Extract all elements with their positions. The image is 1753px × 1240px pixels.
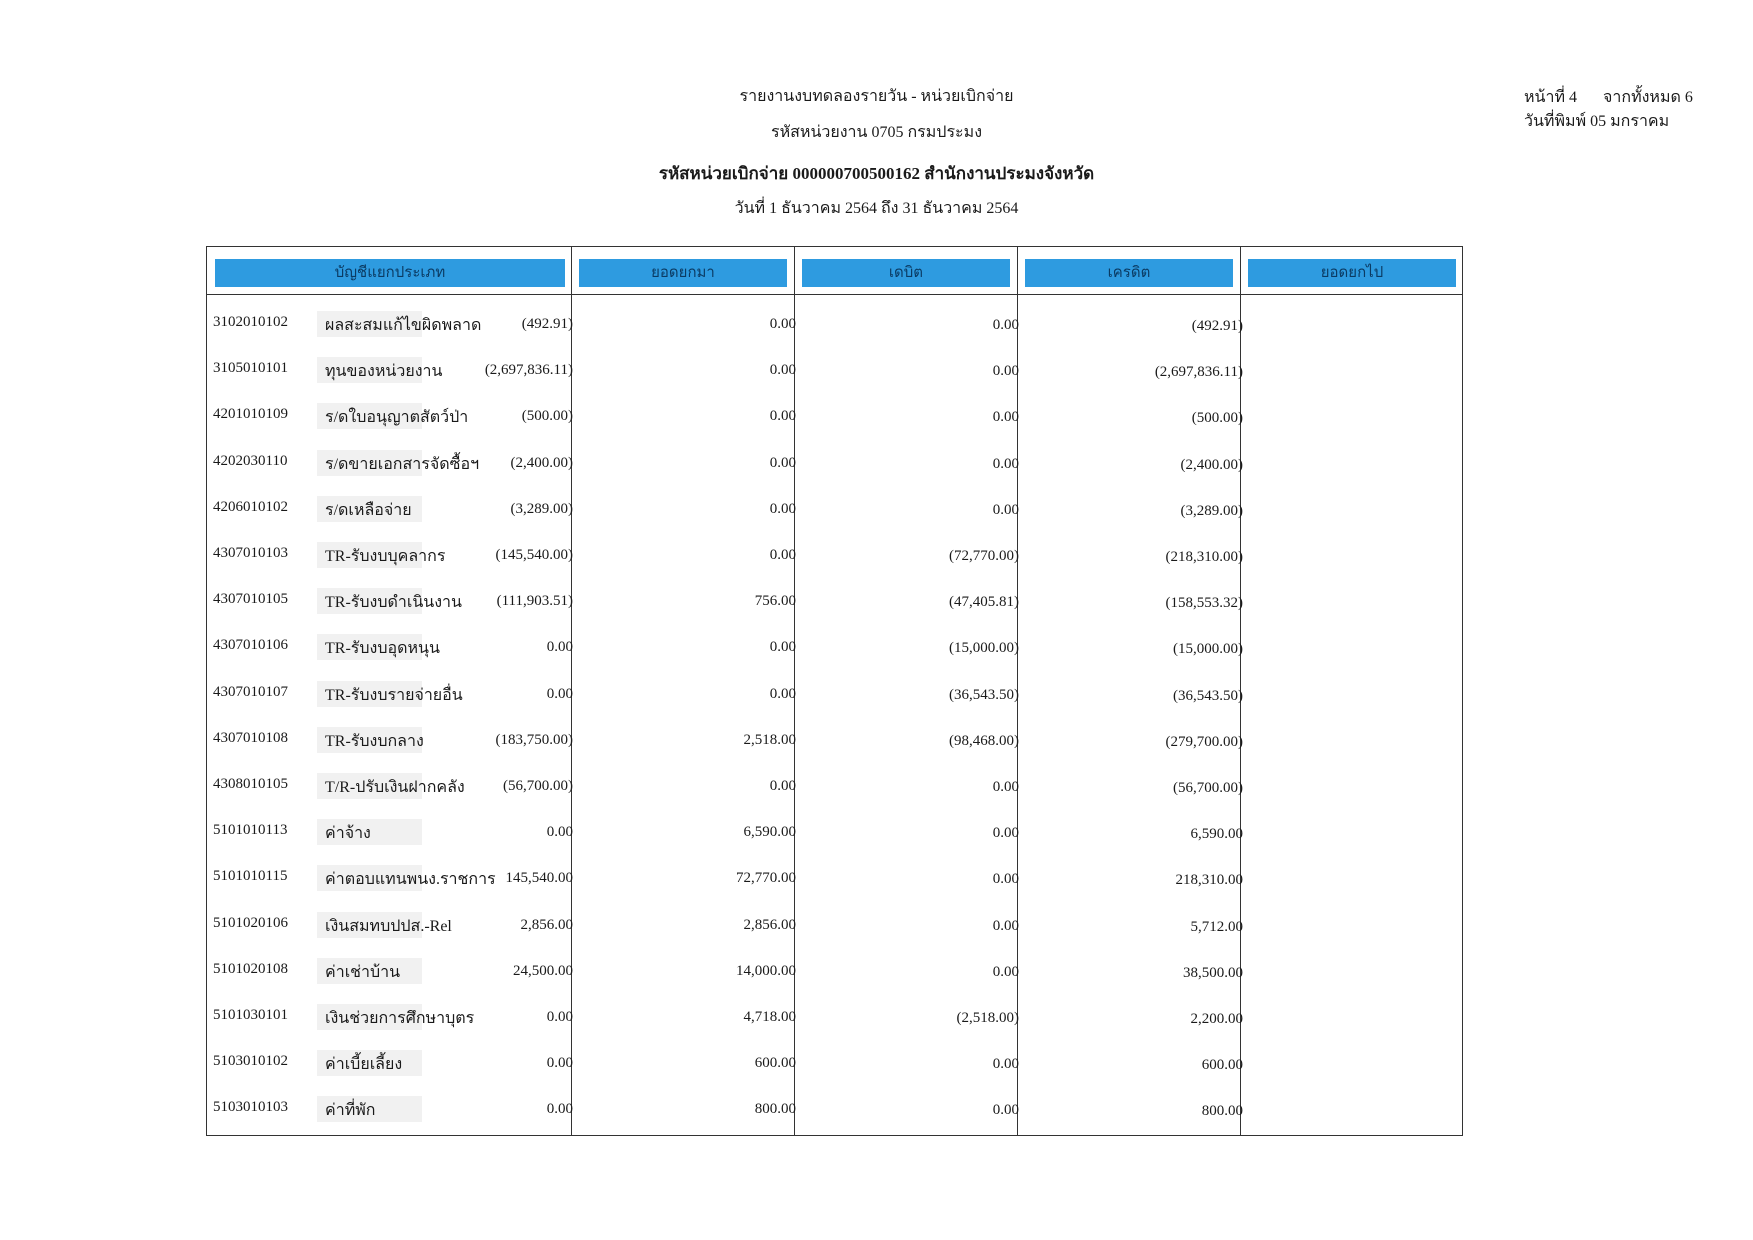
debit-amount: 14,000.00 <box>736 962 796 979</box>
debit-amount: 756.00 <box>754 593 796 610</box>
account-name: TR-รับงบบุคลากร <box>325 548 446 565</box>
brought-forward-amount: 0.00 <box>546 1009 573 1025</box>
brought-forward-amount: (56,700.00) <box>503 778 573 794</box>
account-name: ค่าจ้าง <box>325 825 371 843</box>
account-name: ค่าเช่าบ้าน <box>325 963 401 981</box>
carried-forward-amount: (218,310.00) <box>1165 549 1243 565</box>
credit-amount: 0.00 <box>992 317 1019 333</box>
debit-amount: 72,770.00 <box>736 870 796 887</box>
account-code: 5103010103 <box>213 1099 288 1116</box>
table-row <box>207 394 1462 440</box>
table-row <box>207 949 1462 995</box>
brought-forward-amount: (3,289.00) <box>510 500 573 517</box>
credit-amount: (98,468.00) <box>949 732 1019 749</box>
column-header-brought-forward: ยอดยกมา <box>579 259 787 287</box>
debit-amount: 0.00 <box>769 685 796 702</box>
page-label: หน้าที่ <box>1524 89 1566 106</box>
account-code: 4307010108 <box>213 729 288 746</box>
table-row <box>207 302 1462 348</box>
table-row <box>207 856 1462 902</box>
account-name: ทุนของหน่วยงาน <box>325 363 443 381</box>
debit-amount: 0.00 <box>769 316 796 332</box>
account-code: 4206010102 <box>213 498 288 515</box>
debit-amount: 4,718.00 <box>743 1009 796 1025</box>
debit-amount: 800.00 <box>754 1101 796 1118</box>
report-title: รายงานงบทดลองรายวัน - หน่วยเบิกจ่าย <box>739 88 1014 105</box>
account-name: TR-รับงบรายจ่ายอื่น <box>325 686 463 704</box>
debit-amount: 6,590.00 <box>743 824 796 841</box>
page-number: 4 <box>1569 89 1578 106</box>
debit-amount: 0.00 <box>769 408 796 425</box>
carried-forward-amount: (3,289.00) <box>1180 502 1243 519</box>
carried-forward-amount: (56,700.00) <box>1173 780 1243 796</box>
debit-amount: 2,856.00 <box>743 916 796 933</box>
debit-amount: 0.00 <box>769 454 796 471</box>
brought-forward-amount: 0.00 <box>546 1055 573 1072</box>
carried-forward-amount: 218,310.00 <box>1175 872 1243 889</box>
table-row <box>207 718 1462 764</box>
table-row <box>207 995 1462 1041</box>
account-code: 3102010102 <box>213 314 288 330</box>
account-name: ค่าเบี้ยเลี้ยง <box>325 1056 403 1074</box>
debit-amount: 0.00 <box>769 547 796 563</box>
carried-forward-amount: 600.00 <box>1201 1057 1243 1074</box>
table-row <box>207 441 1462 487</box>
account-code: 5103010102 <box>213 1053 288 1070</box>
carried-forward-amount: (279,700.00) <box>1165 733 1243 750</box>
credit-amount: 0.00 <box>992 871 1019 888</box>
credit-amount: 0.00 <box>992 409 1019 426</box>
account-code: 4201010109 <box>213 406 288 423</box>
carried-forward-amount: (2,697,836.11) <box>1154 364 1243 381</box>
account-code: 5101020108 <box>213 960 288 977</box>
credit-amount: 0.00 <box>992 1056 1019 1073</box>
table-row <box>207 625 1462 671</box>
table-row <box>207 764 1462 810</box>
carried-forward-amount: 800.00 <box>1201 1103 1243 1120</box>
brought-forward-amount: (2,697,836.11) <box>484 362 573 379</box>
brought-forward-amount: (145,540.00) <box>495 547 573 563</box>
account-name: ค่าตอบแทนพนง.ราชการ <box>325 871 496 889</box>
account-code: 5101020106 <box>213 914 288 931</box>
account-code: 5101010115 <box>213 868 288 885</box>
carried-forward-amount: 5,712.00 <box>1190 918 1243 935</box>
credit-amount: 0.00 <box>992 455 1019 472</box>
credit-amount: 0.00 <box>992 363 1019 380</box>
brought-forward-amount: (492.91) <box>521 316 573 332</box>
credit-amount: 0.00 <box>992 825 1019 842</box>
account-name: TR-รับงบกลาง <box>325 732 424 750</box>
header-divider <box>207 294 1462 295</box>
debit-amount: 0.00 <box>769 639 796 656</box>
account-name: ผลสะสมแก้ไขผิดพลาด <box>325 317 482 334</box>
carried-forward-amount: (500.00) <box>1191 410 1243 427</box>
column-header-debit: เดบิต <box>802 259 1010 287</box>
debit-amount: 0.00 <box>769 778 796 794</box>
print-date-line <box>1524 110 1693 134</box>
brought-forward-amount: 24,500.00 <box>513 962 573 979</box>
credit-amount: 0.00 <box>992 917 1019 934</box>
column-header-carried-forward: ยอดยกไป <box>1248 259 1456 287</box>
credit-amount: 0.00 <box>992 779 1019 795</box>
carried-forward-amount: (36,543.50) <box>1173 687 1243 704</box>
account-code: 4307010106 <box>213 637 288 654</box>
agency-code: รหัสหน่วยงาน 0705 กรมประมง <box>770 124 982 141</box>
account-name: เงินช่วยการศึกษาบุตร <box>325 1010 475 1027</box>
brought-forward-amount: 145,540.00 <box>505 870 573 887</box>
carried-forward-amount: 38,500.00 <box>1183 964 1243 981</box>
page-info <box>1524 86 1693 134</box>
account-code: 4308010105 <box>213 776 288 792</box>
table-row <box>207 533 1462 579</box>
account-name: TR-รับงบอุดหนุน <box>325 640 440 658</box>
brought-forward-amount: (500.00) <box>521 408 573 425</box>
column-header-credit: เครดิต <box>1025 259 1233 287</box>
table-row <box>207 903 1462 949</box>
account-name: ค่าที่พัก <box>325 1102 376 1120</box>
print-date: 05 มกราคม <box>1590 113 1670 130</box>
debit-amount: 2,518.00 <box>743 731 796 748</box>
brought-forward-amount: (183,750.00) <box>495 731 573 748</box>
carried-forward-amount: 2,200.00 <box>1190 1011 1243 1027</box>
disbursing-unit-code: รหัสหน่วยเบิกจ่าย 000000700500162 สำนักงานประมงจังหวัด <box>658 164 1095 183</box>
brought-forward-amount: (2,400.00) <box>510 454 573 471</box>
account-code: 4202030110 <box>213 452 288 469</box>
brought-forward-amount: 0.00 <box>546 824 573 841</box>
account-name: T/R-ปรับเงินฝากคลัง <box>325 779 465 796</box>
print-date-label: วันที่พิมพ์ <box>1524 113 1587 130</box>
debit-amount: 600.00 <box>754 1055 796 1072</box>
total-pages-label: จากทั้งหมด <box>1603 89 1681 106</box>
credit-amount: 0.00 <box>992 501 1019 518</box>
account-name: ร/ดใบอนุญาตสัตว์ป่า <box>325 409 469 427</box>
table-row <box>207 1041 1462 1087</box>
account-code: 4307010107 <box>213 683 288 700</box>
table-row <box>207 348 1462 394</box>
credit-amount: (2,518.00) <box>956 1010 1019 1026</box>
brought-forward-amount: 0.00 <box>546 639 573 656</box>
carried-forward-amount: (15,000.00) <box>1173 641 1243 658</box>
credit-amount: (15,000.00) <box>949 640 1019 657</box>
account-name: ร/ดขายเอกสารจัดซื้อฯ <box>325 455 480 473</box>
page-number-line <box>1524 86 1693 110</box>
carried-forward-amount: (158,553.32) <box>1165 595 1243 612</box>
date-range: วันที่ 1 ธันวาคม 2564 ถึง 31 ธันวาคม 2564 <box>734 200 1019 217</box>
brought-forward-amount: 0.00 <box>546 685 573 702</box>
brought-forward-amount: 2,856.00 <box>520 916 573 933</box>
credit-amount: (36,543.50) <box>949 686 1019 703</box>
credit-amount: (47,405.81) <box>949 594 1019 611</box>
table-row <box>207 487 1462 533</box>
account-name: เงินสมทบปปส.-Rel <box>325 917 452 935</box>
account-code: 5101010113 <box>213 822 288 839</box>
credit-amount: 0.00 <box>992 1102 1019 1119</box>
debit-amount: 0.00 <box>769 500 796 517</box>
account-code: 4307010103 <box>213 545 288 561</box>
account-code: 5101030101 <box>213 1007 288 1023</box>
debit-amount: 0.00 <box>769 362 796 379</box>
credit-amount: (72,770.00) <box>949 548 1019 564</box>
brought-forward-amount: (111,903.51) <box>496 593 573 610</box>
carried-forward-amount: (492.91) <box>1191 318 1243 334</box>
account-name: ร/ดเหลือจ่าย <box>325 501 412 519</box>
column-header-account: บัญชีแยกประเภท <box>215 259 565 287</box>
account-code: 4307010105 <box>213 591 288 608</box>
table-row <box>207 672 1462 718</box>
carried-forward-amount: 6,590.00 <box>1190 826 1243 843</box>
total-pages: 6 <box>1684 89 1693 106</box>
table-row <box>207 810 1462 856</box>
table-row <box>207 1087 1462 1133</box>
brought-forward-amount: 0.00 <box>546 1101 573 1118</box>
account-name: TR-รับงบดำเนินงาน <box>325 594 462 612</box>
account-code: 3105010101 <box>213 360 288 377</box>
table-row <box>207 579 1462 625</box>
credit-amount: 0.00 <box>992 963 1019 980</box>
trial-balance-table <box>206 246 1463 1136</box>
carried-forward-amount: (2,400.00) <box>1180 456 1243 473</box>
